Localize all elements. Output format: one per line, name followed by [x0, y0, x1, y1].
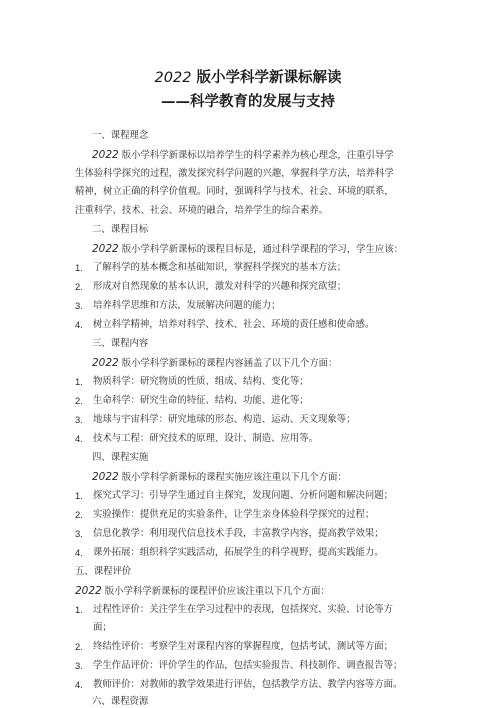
section-3-heading: 三、课程内容 [92, 338, 149, 349]
section-5-intro [75, 585, 330, 598]
document-page: 2022 版小学科学新课标解读 ——科学教育的发展与支持 一、课程理念 2022 版小学科学新课标以培养学生的科学素养为核心理念，注重引导学 生体验科学探究的过程，激发探究科学问题的兴趣，掌握科学方法，培养科学 精神，树立正确的科学价值观。同时，强调科学与技术、社会、环境的联系， 注重科学、技术、社会、环境的融合，培养学生的综合素养。 二、课程目标 2022 版小学科学新课标的课程目标是，通过科学课程的学习，学生应该： 1. 了解科学的基本概念和基础知识，掌握科学探究的基本方法； 2. 形成对自然现象的基本认识，激发对科学的兴趣和探究欲望； 3. 培养科学思维和方法，发展解决问题的能力； 4. 树立科学精神，培养对科学、技术、社会、环境的责任感和使命感。 三、课程内容 2022 版小学科学新课标的课程内容涵盖了以下几个方面： 1. 物质科学：研究物质的性质、组成、结构、变化等； 2. 生命科学：研究生命的特征、结构、功能、进化等； 3. 地球与宇宙科学：研究地球的形态、构造、运动、天文现象等； 4. 技术与工程：研究技术的原理、设计、制造、应用等。 四、课程实施 2022 版小学科学新课标的课程实施应该注重以下几个方面： 1. 探究式学习：引导学生通过自主探究，发现问题、分析问题和解决问题； 2. 实验操作：提供充足的实验条件，让学生亲身体验科学探究的过程； 3. 信息化教学：利用现代信息技术手段，丰富教学内容，提高教学效果； 4. 课外拓展：组织科学实践活动，拓展学生的科学视野，提高实践能力。 五、课程评价 2022 版小学科学新课标的课程评价应该注重以下几个方面： 1. 过程性评价：关注学生在学习过程中的表现，包括探究、实验、讨论等方 面； 2. 终结性评价：考察学生对课程内容的掌握程度，包括考试、测试等方面； 3. 学生作品评价：评价学生的作品，包括实验报告、科技制作、调查报告等； 4. 教师评价：对教师的教学效果进行评估，包括教学方法、教学内容等方面。 六、课程资源 [0, 0, 496, 702]
section-1-text-1: 版小学科学新课标以培养学生的科学素养为核心理念，注重引导学 [118, 150, 394, 161]
section-1-line-1 [92, 149, 394, 162]
section-5-year: 2022 [75, 585, 102, 597]
section-5-intro-text: 版小学科学新课标的课程评价应该注重以下几个方面： [101, 586, 330, 597]
section-1-year: 2022 [92, 149, 119, 161]
title-year: 2022 [154, 70, 192, 86]
section-4-intro [92, 471, 347, 484]
document-subtitle: ——科学教育的发展与支持 [161, 93, 335, 110]
section-3-intro-text: 版小学科学新课标的课程内容涵盖了以下几个方面： [118, 358, 338, 369]
section-1-line-4: 注重科学、技术、社会、环境的融合，培养学生的综合素养。 [75, 205, 329, 216]
section-4-intro-text: 版小学科学新课标的课程实施应该注重以下几个方面： [118, 472, 347, 483]
section-1-line-3: 精神，树立正确的科学价值观。同时，强调科学与技术、社会、环境的联系， [75, 186, 394, 197]
section-2-intro-text: 版小学科学新课标的课程目标是，通过科学课程的学习，学生应该： [118, 244, 403, 255]
section-2-intro [92, 243, 403, 256]
section-5-heading: 五、课程评价 [75, 566, 132, 577]
title-text: 版小学科学新课标解读 [191, 69, 342, 86]
section-2-heading: 二、课程目标 [92, 224, 149, 235]
section-3-intro [92, 357, 337, 370]
document-title [0, 66, 496, 87]
section-6-heading: 六、课程资源 [92, 696, 149, 707]
section-4-heading: 四、课程实施 [92, 452, 149, 463]
section-2-year: 2022 [92, 243, 119, 255]
section-1-heading: 一、课程理念 [92, 130, 149, 141]
section-1-line-2: 生体验科学探究的过程，激发探究科学问题的兴趣，掌握科学方法，培养科学 [75, 168, 394, 179]
section-4-year: 2022 [92, 471, 119, 483]
section-3-year: 2022 [92, 357, 119, 369]
